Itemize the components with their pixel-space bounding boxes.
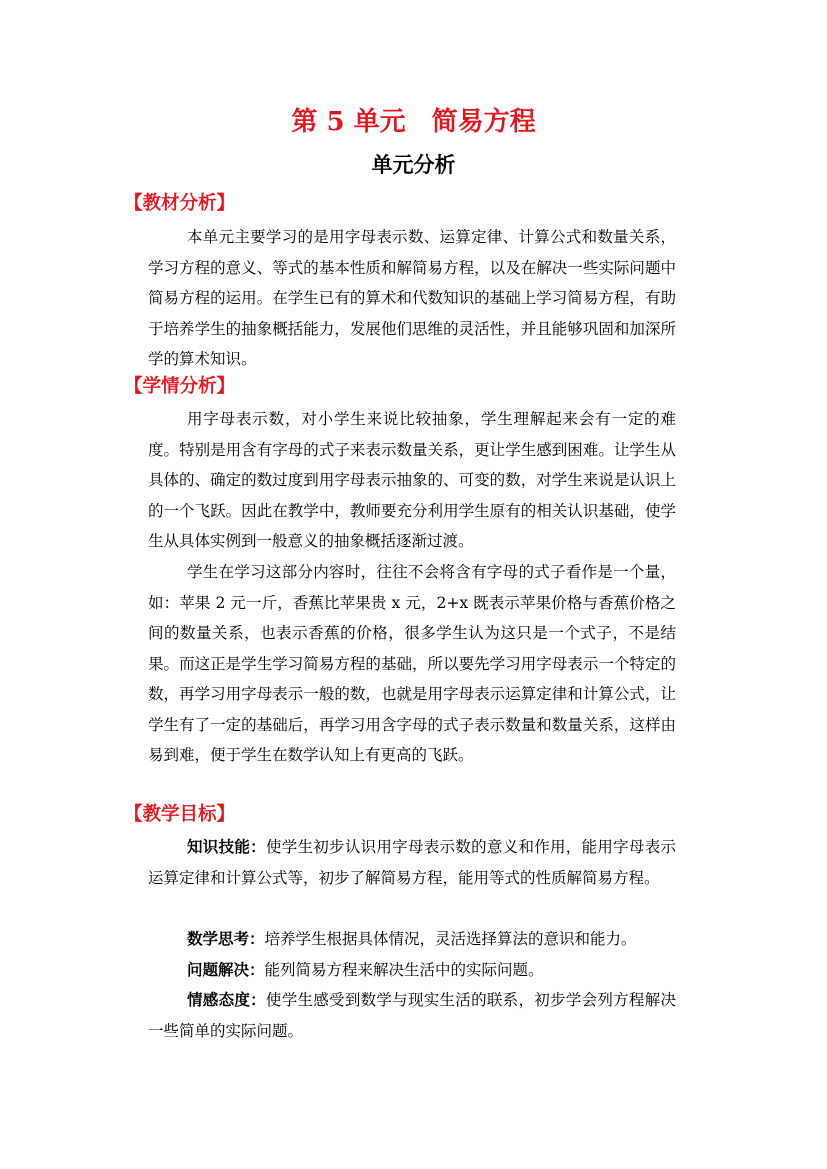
goal-problem-solving [148, 955, 676, 986]
goal-emotion-attitude [148, 985, 676, 1046]
section-heading-teaching-goals: 【教学目标】 [124, 804, 236, 825]
goal-label: 情感态度： [187, 990, 266, 1009]
goal-math-thinking [148, 924, 676, 955]
goal-label: 知识技能： [187, 837, 266, 856]
goal-text: 能列简易方程来解决生活中的实际问题。 [264, 961, 544, 979]
goal-text: 培养学生根据具体情况，灵活选择算法的意识和能力。 [264, 930, 637, 948]
unit-subtitle: 单元分析 [371, 152, 456, 177]
paragraph-textbook-analysis: 本单元主要学习的是用字母表示数、运算定律、计算公式和数量关系，学习方程的意义、等式的基本性质和解简易方程，以及在解决一些实际问题中简易方程的运用。在学生已有的算术和代数知识的基础上学习简易方程，有助于培养学生的抽象概括能力，发展他们思维的灵活性，并且能够巩固和加深所学的算术知识。 [148, 228, 676, 368]
section-heading-student-analysis: 【学情分析】 [124, 376, 236, 397]
paragraph-student-analysis-2: 学生在学习这部分内容时，往往不会将含有字母的式子看作是一个量，如：苹果 2 元一斤，香蕉比苹果贵 x 元，2+x 既表示苹果价格与香蕉价格之间的数量关系，也表示香蕉的价格，很多学生认为这只是一个式子，不是结果。而这正是学生学习简易方程的基础，所以要先学习用字母表示一个特定的数，再学习用字母表示一般的数，也就是用字母表示运算定律和计算公式，让学生有了一定的基础后，再学习用含字母的式子表示数量和数量关系，这样由易到难，便于学生在数学认知上有更高的飞跃。 [148, 563, 676, 764]
paragraph-student-analysis-1: 用字母表示数，对小学生来说比较抽象，学生理解起来会有一定的难度。特别是用含有字母的式子来表示数量关系，更让学生感到困难。让学生从具体的、确定的数过度到用字母表示抽象的、可变的数，对学生来说是认识上的一个飞跃。因此在教学中，教师要充分利用学生原有的相关认识基础，使学生从具体实例到一般意义的抽象概括逐渐过渡。 [148, 410, 676, 550]
goal-knowledge-skills [148, 832, 676, 893]
goal-text: 使学生感受到数学与现实生活的联系，初步学会列方程解决一些简单的实际问题。 [148, 991, 676, 1040]
unit-title: 第 5 单元 简易方程 [291, 107, 536, 137]
goal-label: 数学思考： [187, 929, 265, 948]
section-heading-textbook-analysis: 【教材分析】 [124, 193, 236, 214]
goal-text: 使学生初步认识用字母表示数的意义和作用，能用字母表示运算定律和计算公式等，初步了解简易方程，能用等式的性质解简易方程。 [148, 838, 676, 887]
goal-label: 问题解决： [187, 960, 265, 979]
